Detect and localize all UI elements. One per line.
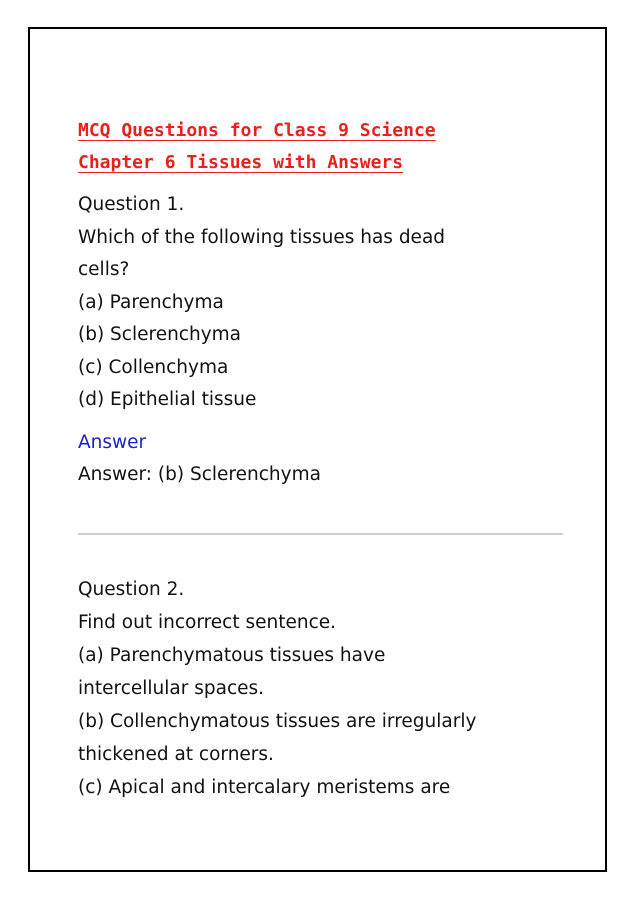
question-2-option-b-line-1: (b) Collenchymatous tissues are irregularly bbox=[78, 710, 477, 732]
document-content bbox=[78, 115, 578, 804]
question-1-answer: Answer: (b) Sclerenchyma bbox=[78, 463, 321, 485]
page-title bbox=[78, 115, 578, 179]
section-divider bbox=[78, 533, 563, 535]
question-1-option-c: (c) Collenchyma bbox=[78, 356, 229, 378]
title-line-2: Chapter 6 Tissues with Answers bbox=[78, 152, 404, 173]
question-2 bbox=[78, 573, 578, 804]
question-2-option-c-line-1: (c) Apical and intercalary meristems are bbox=[78, 776, 451, 798]
question-1-option-a: (a) Parenchyma bbox=[78, 291, 224, 313]
question-2-option-a-line-2: intercellular spaces. bbox=[78, 677, 265, 699]
title-line-1: MCQ Questions for Class 9 Science bbox=[78, 120, 436, 141]
question-1-option-b: (b) Sclerenchyma bbox=[78, 324, 242, 345]
answer-toggle-link[interactable]: Answer bbox=[78, 431, 147, 453]
question-1-text-line-2: cells? bbox=[78, 259, 130, 280]
question-2-text-line-1: Find out incorrect sentence. bbox=[78, 611, 337, 633]
question-2-heading: Question 2. bbox=[78, 578, 185, 600]
question-1-option-d: (d) Epithelial tissue bbox=[78, 389, 257, 410]
question-1 bbox=[78, 189, 578, 417]
question-1-text-line-1: Which of the following tissues has dead bbox=[78, 226, 446, 248]
question-2-option-b-line-2: thickened at corners. bbox=[78, 743, 274, 765]
question-2-option-a-line-1: (a) Parenchymatous tissues have bbox=[78, 644, 386, 666]
question-1-heading: Question 1. bbox=[78, 194, 185, 215]
